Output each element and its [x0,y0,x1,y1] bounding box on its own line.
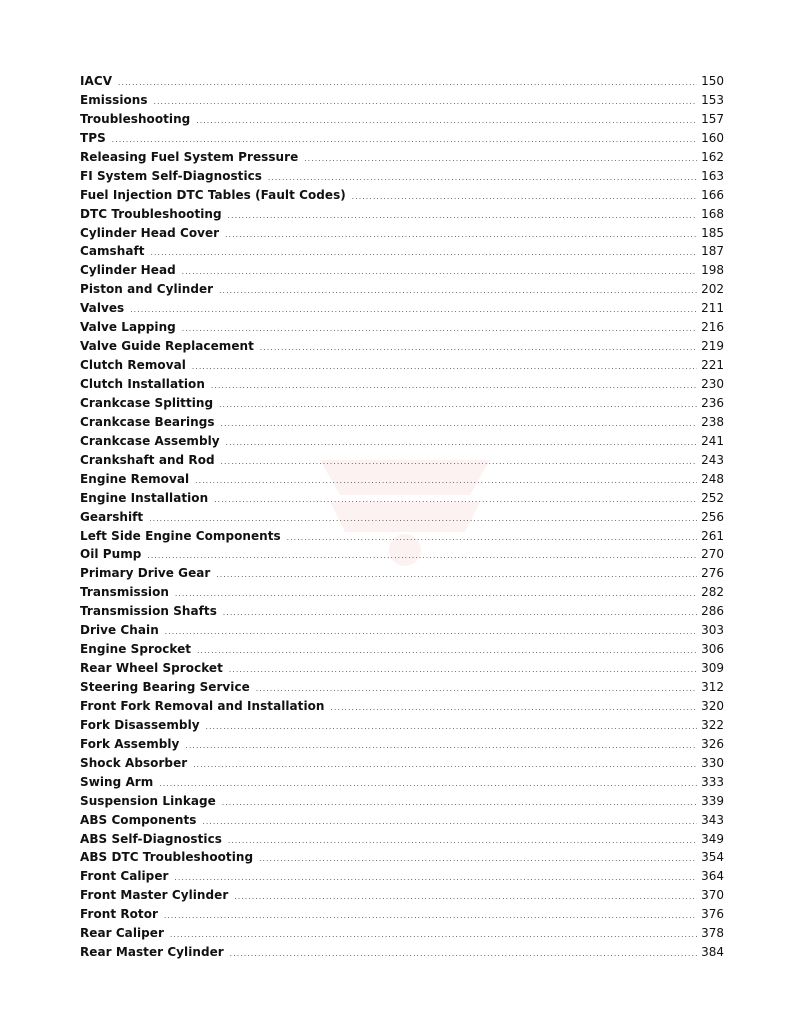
toc-entry-title: Suspension Linkage [80,793,216,808]
toc-entry-page-number: 349 [701,831,724,846]
toc-entry-page-number: 343 [701,812,724,827]
toc-entry-page-number: 330 [701,755,724,770]
dot-leader [234,888,697,907]
toc-entry-page-number: 185 [701,225,724,240]
dot-leader [221,415,697,434]
toc-entry[interactable] [80,848,724,867]
toc-entry-page-number: 326 [701,736,724,751]
toc-entry[interactable] [80,489,724,508]
toc-entry[interactable] [80,299,724,318]
toc-entry-title: Oil Pump [80,547,142,562]
dot-leader [182,263,697,282]
toc-entry[interactable] [80,640,724,659]
toc-entry-title: Emissions [80,92,148,107]
dot-leader [174,869,697,888]
table-of-contents [80,72,724,962]
toc-entry-title: Troubleshooting [80,111,191,126]
toc-entry-title: Rear Caliper [80,926,164,941]
toc-entry-title: Cylinder Head [80,263,176,278]
toc-entry[interactable] [80,678,724,697]
toc-entry[interactable] [80,811,724,830]
toc-entry-title: IACV [80,74,113,88]
toc-entry-page-number: 160 [701,130,724,145]
toc-entry[interactable] [80,830,724,849]
dot-leader [260,339,697,358]
toc-entry-page-number: 211 [701,301,724,316]
toc-entry[interactable] [80,867,724,886]
dot-leader [193,756,697,775]
toc-entry-title: Steering Bearing Service [80,680,250,694]
toc-entry[interactable] [80,280,724,299]
dot-leader [304,150,697,169]
toc-entry-title: ABS Components [80,812,197,827]
dot-leader [225,226,697,245]
dot-leader [228,207,697,226]
dot-leader [287,529,697,548]
toc-entry[interactable] [80,735,724,754]
toc-entry-title: Front Master Cylinder [80,888,229,903]
toc-entry[interactable] [80,621,724,640]
toc-entry-page-number: 168 [701,206,724,221]
toc-entry-page-number: 333 [701,774,724,789]
toc-entry-page-number: 376 [701,907,724,922]
toc-entry[interactable] [80,602,724,621]
dot-leader [206,718,697,737]
toc-entry-title: Front Fork Removal and Installation [80,698,325,713]
toc-entry[interactable] [80,110,724,129]
toc-entry-page-number: 364 [701,869,724,884]
toc-entry-title: Camshaft [80,244,145,259]
toc-entry-title: ABS DTC Troubleshooting [80,850,254,865]
dot-leader [331,699,698,718]
toc-entry[interactable] [80,527,724,546]
dot-leader [226,434,697,453]
dot-leader [211,377,697,396]
toc-entry-title: Fork Disassembly [80,717,200,732]
dot-leader [221,453,697,472]
dot-leader [159,775,697,794]
toc-entry[interactable] [80,337,724,356]
dot-leader [219,282,697,301]
toc-entry-title: Engine Installation [80,490,209,505]
toc-entry[interactable] [80,413,724,432]
toc-entry-title: TPS [80,130,106,145]
dot-leader [259,850,697,869]
toc-entry-page-number: 150 [701,74,724,88]
dot-leader [154,93,698,112]
toc-entry-page-number: 306 [701,642,724,657]
dot-leader [197,642,697,661]
toc-entry-title: Rear Master Cylinder [80,945,224,960]
toc-entry-title: Clutch Installation [80,377,205,391]
toc-entry[interactable] [80,754,724,773]
toc-entry-title: Crankcase Assembly [80,433,220,448]
toc-entry-title: Crankshaft and Rod [80,452,215,467]
dot-leader [130,301,697,320]
toc-entry-title: Clutch Removal [80,358,186,373]
toc-entry[interactable] [80,773,724,792]
dot-leader [219,396,697,415]
dot-leader [170,926,697,945]
toc-entry[interactable] [80,792,724,811]
toc-entry-page-number: 303 [701,623,724,638]
dot-leader [118,74,697,93]
dot-leader [192,358,697,377]
toc-entry-page-number: 153 [701,92,724,107]
toc-entry[interactable] [80,943,724,962]
toc-entry-page-number: 162 [701,149,724,164]
toc-entry-page-number: 230 [701,377,724,391]
dot-leader [175,585,697,604]
toc-entry-title: Valve Guide Replacement [80,339,254,354]
toc-entry[interactable] [80,924,724,943]
dot-leader [185,737,697,756]
toc-entry[interactable] [80,205,724,224]
toc-entry[interactable] [80,91,724,110]
toc-entry-page-number: 320 [701,698,724,713]
toc-entry-page-number: 312 [701,680,724,694]
dot-leader [147,547,697,566]
dot-leader [216,566,697,585]
toc-entry[interactable] [80,697,724,716]
dot-leader [352,188,697,207]
toc-entry-title: FI System Self-Diagnostics [80,168,262,183]
toc-entry-title: Piston and Cylinder [80,282,214,297]
toc-entry-page-number: 252 [701,490,724,505]
toc-entry-title: Swing Arm [80,774,154,789]
toc-entry-page-number: 163 [701,168,724,183]
toc-entry-title: Rear Wheel Sprocket [80,661,223,676]
toc-entry[interactable] [80,886,724,905]
toc-entry-title: Front Rotor [80,907,158,922]
toc-entry-title: Left Side Engine Components [80,528,281,543]
toc-entry[interactable] [80,148,724,167]
dot-leader [195,472,697,491]
toc-entry-page-number: 166 [701,187,724,202]
toc-entry[interactable] [80,545,724,564]
toc-entry-page-number: 238 [701,414,724,429]
toc-entry-title: Fork Assembly [80,736,180,751]
dot-leader [229,661,697,680]
toc-entry-title: Cylinder Head Cover [80,225,220,240]
toc-entry[interactable] [80,167,724,186]
toc-entry-page-number: 219 [701,339,724,354]
toc-entry[interactable] [80,583,724,602]
toc-entry-page-number: 282 [701,585,724,600]
toc-entry-title: Valve Lapping [80,320,176,335]
toc-entry-page-number: 322 [701,717,724,732]
dot-leader [165,623,697,642]
toc-entry[interactable] [80,261,724,280]
toc-entry-page-number: 236 [701,395,724,410]
toc-entry-page-number: 221 [701,358,724,373]
toc-entry-page-number: 339 [701,793,724,808]
dot-leader [164,907,697,926]
toc-entry-page-number: 370 [701,888,724,903]
toc-entry[interactable] [80,224,724,243]
toc-entry-page-number: 270 [701,547,724,562]
toc-entry[interactable] [80,508,724,527]
toc-entry-page-number: 248 [701,471,724,486]
dot-leader [228,832,697,851]
toc-entry-title: Shock Absorber [80,755,188,770]
toc-entry-title: Transmission Shafts [80,604,217,619]
toc-entry-page-number: 198 [701,263,724,278]
toc-entry[interactable] [80,356,724,375]
toc-entry-title: DTC Troubleshooting [80,206,222,221]
toc-entry[interactable] [80,659,724,678]
dot-leader [223,604,697,623]
toc-entry-page-number: 157 [701,111,724,126]
toc-entry-page-number: 243 [701,452,724,467]
toc-entry-title: Gearshift [80,509,144,524]
dot-leader [230,945,697,964]
toc-entry-page-number: 276 [701,566,724,581]
toc-entry[interactable] [80,318,724,337]
toc-entry[interactable] [80,186,724,205]
toc-entry[interactable] [80,451,724,470]
toc-entry-page-number: 202 [701,282,724,297]
toc-entry-page-number: 216 [701,320,724,335]
toc-entry-title: Primary Drive Gear [80,566,211,581]
toc-entry[interactable] [80,564,724,583]
toc-entry-page-number: 261 [701,528,724,543]
toc-entry-title: Releasing Fuel System Pressure [80,149,299,164]
toc-entry[interactable] [80,432,724,451]
toc-entry[interactable] [80,394,724,413]
toc-entry[interactable] [80,716,724,735]
toc-entry-page-number: 187 [701,244,724,259]
toc-entry-page-number: 378 [701,926,724,941]
toc-entry-title: Front Caliper [80,869,169,884]
toc-entry[interactable] [80,375,724,394]
dot-leader [214,491,697,510]
toc-entry-title: Fuel Injection DTC Tables (Fault Codes) [80,187,346,202]
toc-entry-title: ABS Self-Diagnostics [80,831,222,846]
toc-entry[interactable] [80,905,724,924]
toc-entry-title: Engine Sprocket [80,642,192,657]
toc-entry-page-number: 384 [701,945,724,960]
toc-entry-title: Valves [80,301,125,316]
toc-entry-title: Crankcase Splitting [80,395,214,410]
toc-entry-page-number: 354 [701,850,724,865]
toc-entry-page-number: 286 [701,604,724,619]
toc-entry[interactable] [80,72,724,91]
toc-entry[interactable] [80,242,724,261]
toc-entry[interactable] [80,129,724,148]
dot-leader [202,813,697,832]
toc-entry-title: Crankcase Bearings [80,414,215,429]
dot-leader [222,794,697,813]
toc-entry-page-number: 309 [701,661,724,676]
toc-entry-page-number: 256 [701,509,724,524]
dot-leader [151,244,698,263]
toc-entry[interactable] [80,470,724,489]
toc-entry-title: Transmission [80,585,169,600]
dot-leader [196,112,697,131]
toc-entry-page-number: 241 [701,433,724,448]
toc-entry-title: Drive Chain [80,623,159,638]
toc-entry-title: Engine Removal [80,471,190,486]
